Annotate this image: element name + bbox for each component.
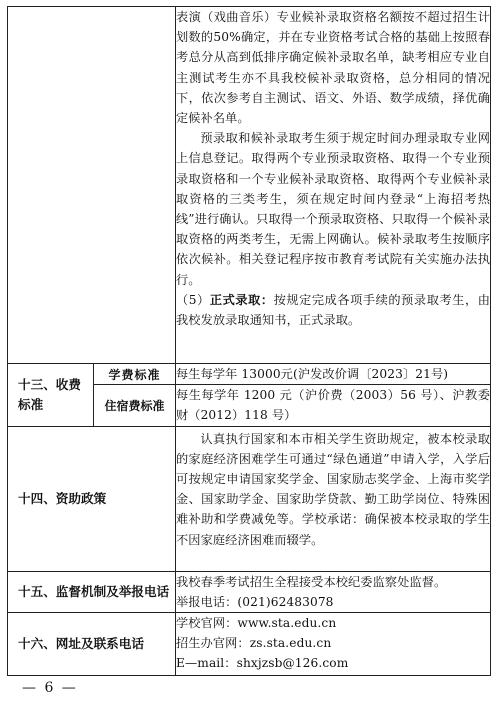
tuition-value: 每生每学年 13000元(沪发改价调〔2023〕21号) bbox=[176, 364, 491, 385]
aid-label: 十四、资助政策 bbox=[8, 426, 176, 571]
aid-text: 认真执行国家和本市相关学生资助规定，被本校录取的家庭经济困难学生可通过“绿色通道”申请入学，入学后可按规定申请国家奖学金、国家励志奖学金、上海市奖学金、国家助学金、国家助学贷款、勤工助学岗位、特殊困难补助和学费减免等。学校承诺：确保被本校录取的学生不因家庭经济困难而辍学。 bbox=[176, 426, 491, 571]
tuition-row bbox=[8, 364, 491, 385]
admission-paragraph-1: 表演（戏曲音乐）专业候补录取资格名额按不超过招生计划数的50%确定，并在专业资格考试合格的基础上按照春考总分从高到低排序确定候补录取名单，缺考相应专业自主测试考生亦不具我校候补录取资格，总分相同的情况下，依次参考自主测试、语文、外语、数学成绩，择优确定候补名单。 bbox=[176, 10, 490, 126]
formal-admission-item: （5）正式录取：按规定完成各项手续的预录取考生，由我校发放录取通知书，正式录取。 bbox=[176, 292, 491, 328]
report-phone: 举报电话：(021)62483078 bbox=[176, 594, 334, 609]
contact-email[interactable]: E—mail：shxjzsb@126.com bbox=[176, 656, 349, 671]
aid-row bbox=[8, 426, 491, 571]
page-number: — 6 — bbox=[22, 680, 78, 696]
lodging-value: 每生每学年 1200 元（沪价费（2003）56 号）、沪教委财（2012）118 号） bbox=[176, 385, 491, 426]
supervision-label: 十五、监督机制及举报电话 bbox=[8, 571, 176, 612]
formal-admission-label: 正式录取： bbox=[209, 292, 274, 307]
tuition-label: 学费标准 bbox=[94, 364, 176, 385]
school-website[interactable]: 学校官网：www.sta.edu.cn bbox=[176, 616, 337, 631]
admission-info-table bbox=[7, 6, 491, 676]
contact-row bbox=[8, 613, 491, 676]
supervision-row bbox=[8, 571, 491, 612]
lodging-label: 住宿费标准 bbox=[94, 385, 176, 426]
formal-admission-text: 按规定完成各项手续的预录取考生，由我校发放录取通知书，正式录取。 bbox=[176, 292, 491, 328]
admission-label-cell bbox=[8, 7, 176, 364]
supervision-line-1: 我校春季考试招生全程接受本校纪委监察处监督。 bbox=[176, 574, 447, 589]
supervision-content bbox=[176, 571, 491, 612]
admission-paragraph-2: 预录取和候补录取考生须于规定时间办理录取专业网上信息登记。取得两个专业预录取资格、取得一个专业预录取资格和一个专业候补录取资格、取得两个专业候补录取资格的三类考生，须在规定时间内登录“上海招考热线”进行确认。只取得一个预录取资格、只取得一个候补录取资格的两类考生，无需上网确认。候补录取考生按顺序依次候补。相关登记程序按市教育考试院有关实施办法执行。 bbox=[176, 131, 490, 287]
admission-content bbox=[176, 7, 491, 364]
admission-row bbox=[8, 7, 491, 364]
contact-content bbox=[176, 613, 491, 676]
admission-office-website[interactable]: 招生办官网：zs.sta.edu.cn bbox=[176, 636, 332, 651]
contact-label: 十六、网址及联系电话 bbox=[8, 613, 176, 676]
fees-label: 十三、收费标准 bbox=[8, 364, 94, 427]
